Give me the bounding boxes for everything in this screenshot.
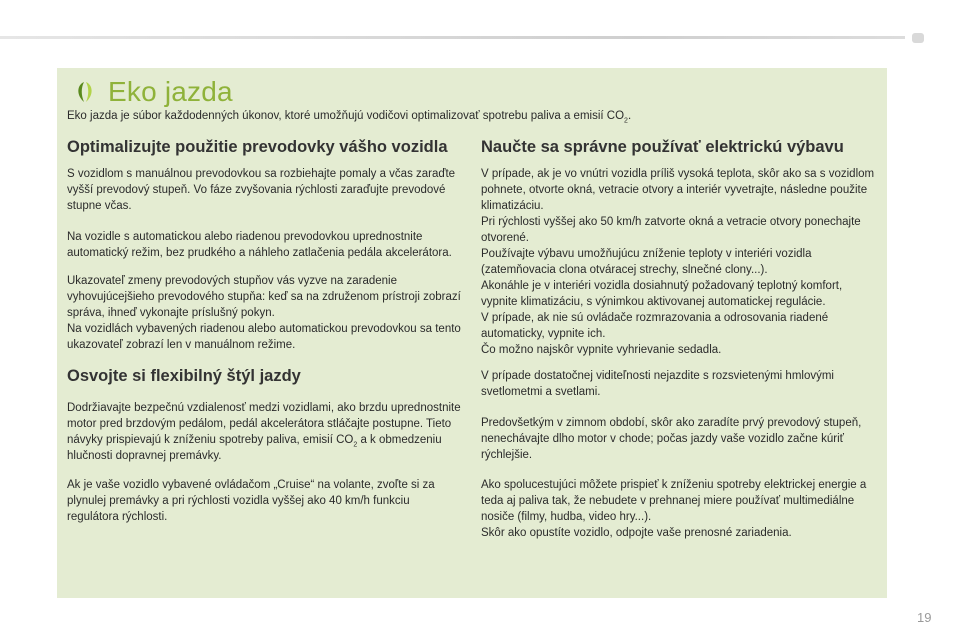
heading-gearbox: Optimalizujte použitie prevodovky vášho vozidla [67,138,448,156]
para-demist: V prípade, ak nie sú ovládače rozmrazovania a odrosovania riadené automaticky, vypnite ich. [481,312,829,340]
para-close-windows: Pri rýchlosti vyššej ako 50 km/h zatvorte okná a vetracie otvory ponechajte otvorené. [481,216,861,244]
top-divider [0,36,905,39]
page-title: Eko jazda [108,76,233,107]
para-gear-indicator-note: Na vozidlách vybavených riadenou alebo automatickou prevodovkou sa tento ukazovateľ zobrazí len v manuálnom režime. [67,323,461,351]
para-fog-lights: V prípade dostatočnej viditeľnosti nejazdite s rozsvietenými hmlovými svetlometmi a svetlami. [481,370,834,398]
para-safe-distance [67,400,462,464]
leaf-icon [72,79,98,105]
corner-marker [912,33,924,43]
para-heat-ventilate: V prípade, ak je vo vnútri vozidla príliš vysoká teplota, skôr ako sa s vozidlom pohnete, otvorte okná, vetracie otvory a interiér vyvetrajte, následne použite klimatizáciu. [481,168,875,212]
para-winter-engine: Predovšetkým v zimnom období, skôr ako zaradíte prvý prevodový stupeň, nenechávajte dlho motor v chode; počas jazdy vaše vozidlo začne kúriť rýchlejšie. [481,417,862,461]
para-gear-indicator: Ukazovateľ zmeny prevodových stupňov vás vyzve na zaradenie vyhovujúcejšieho prevodového stupňa: keď sa na združenom prístroji zobrazí správa, ihneď vykonajte príslušný pokyn. [67,275,461,319]
heading-driving-style: Osvojte si flexibilný štýl jazdy [67,367,301,385]
para-automatic-gearbox: Na vozidle s automatickou alebo riadenou prevodovkou uprednostnite automatický režim, bez prudkého a náhleho zatlačenia pedála akcelerátora. [67,231,452,259]
intro-end: . [627,110,632,122]
intro-subscript: 2 [624,117,628,125]
para-manual-gearbox: S vozidlom s manuálnou prevodovkou sa rozbiehajte pomaly a včas zaraďte vyšší prevodový stupeň. Vo fáze zvyšovania rýchlosti zaraďujte prevodové stupne včas. [67,168,456,212]
para-seat-heating: Čo možno najskôr vypnite vyhrievanie sedadla. [481,344,722,356]
para-safe-distance-end: a k obmedzeniu hlučnosti dopravnej premávky. [67,434,442,462]
para-safe-distance-subscript: 2 [353,441,358,449]
title-row [72,76,233,108]
para-turn-off-ac: Akonáhle je v interiéri vozidla dosiahnutý požadovaný teplotný komfort, vypnite klimatizáciu, s výnimkou aktivovanej automatickej regulácie. [481,280,843,308]
para-cruise: Ak je vaše vozidlo vybavené ovládačom „Cruise“ na volante, zvoľte si za plynulej premávky a pri rýchlosti vozidla vyššej ako 40 km/h funkciu regulátora rýchlosti. [67,479,435,523]
intro-text [67,108,887,124]
para-passengers: Ako spolucestujúci môžete prispieť k zníženiu spotreby elektrickej energie a teda aj paliva tak, že nebudete v prehnanej miere používať multimediálne nosiče (filmy, hudba, video hry...). [481,479,867,523]
para-cooling-equipment: Používajte výbavu umožňujúcu zníženie teploty v interiéri vozidla (zatemňovacia clona otváracej strechy, slnečné clony...). [481,248,812,276]
para-unplug-devices: Skôr ako opustíte vozidlo, odpojte vaše prenosné zariadenia. [481,527,792,539]
heading-electrical: Naučte sa správne používať elektrickú výbavu [481,138,844,156]
page-number: 19 [917,610,932,625]
para-safe-distance-main: Dodržiavajte bezpečnú vzdialenosť medzi vozidlami, ako brzdu uprednostnite motor pred brzdovým pedálom, pedál akcelerátora stláčajte postupne. Tieto návyky prispievajú k zníženiu spotreby paliva, emisií CO [67,402,461,446]
intro-main: Eko jazda je súbor každodenných úkonov, ktoré umožňujú vodičovi optimalizovať spotrebu paliva a emisií CO [67,110,625,122]
left-column [67,138,462,525]
right-column [481,138,881,541]
